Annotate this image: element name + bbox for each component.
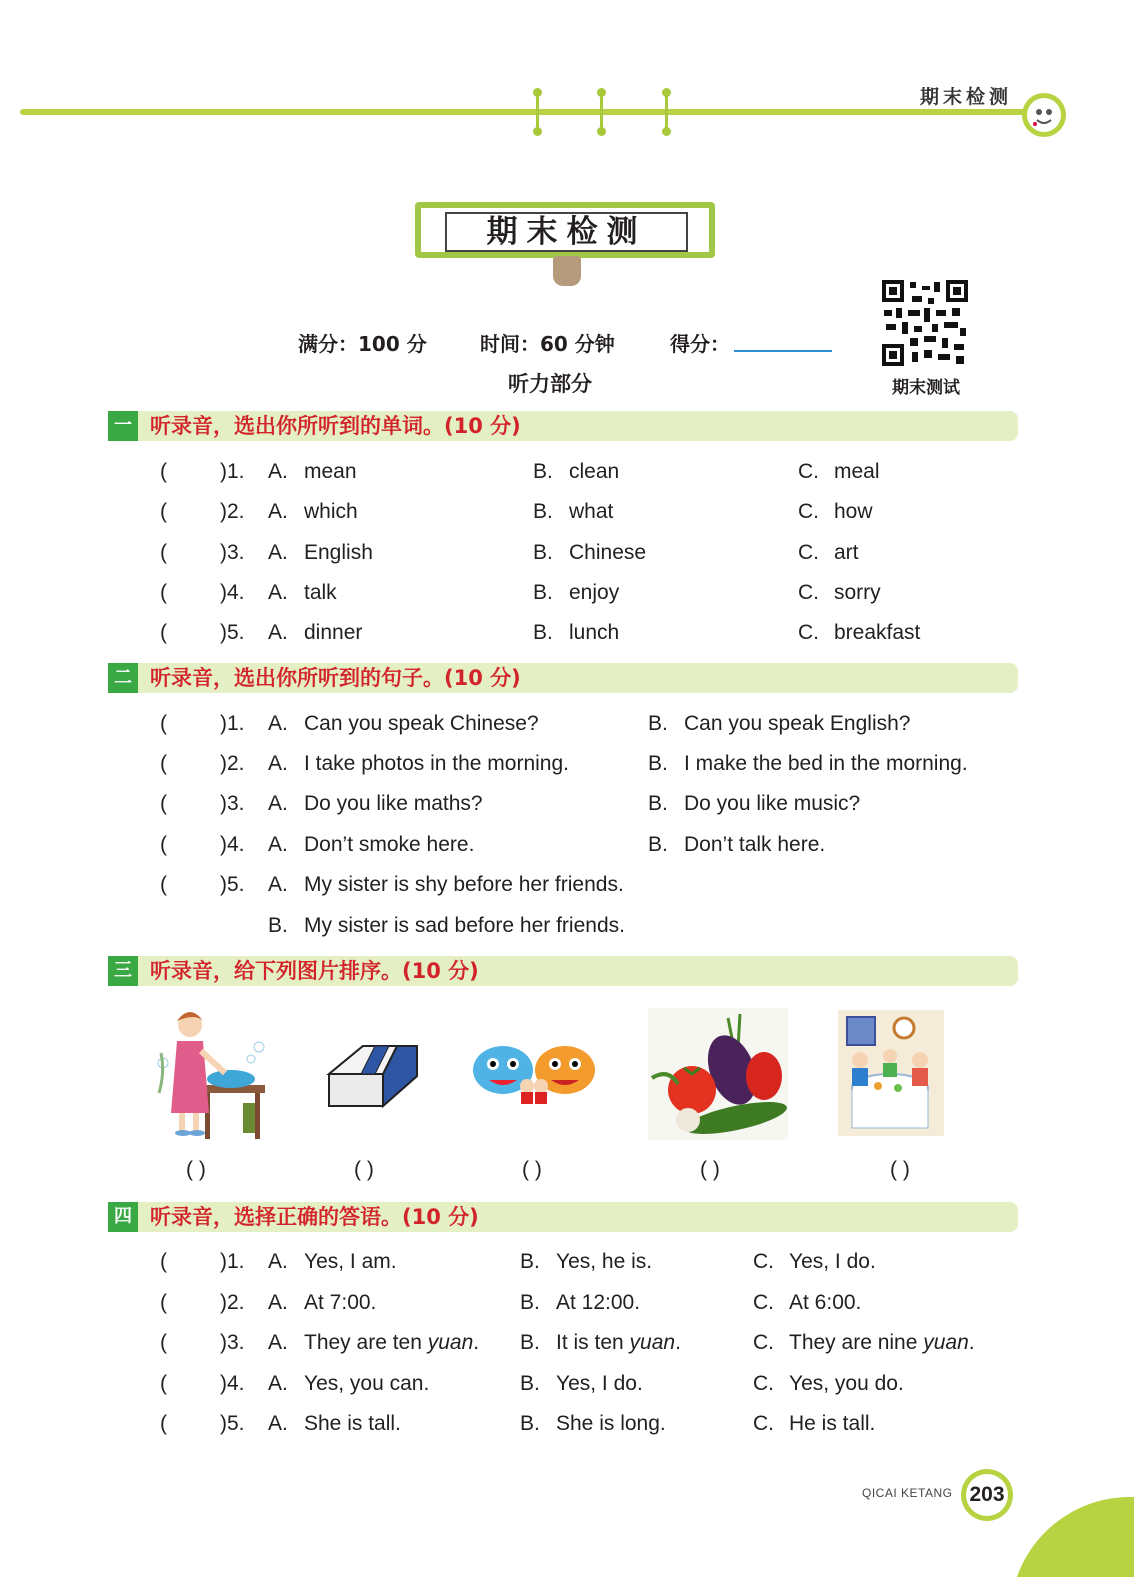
qr-code-icon[interactable] xyxy=(882,280,968,366)
binder-ring-icon xyxy=(597,88,606,136)
option-c: At 6:00. xyxy=(789,1291,862,1314)
question-number: )1. xyxy=(220,1250,245,1273)
option-a: Yes, I am. xyxy=(304,1250,397,1273)
option-b: My sister is sad before her friends. xyxy=(304,914,625,937)
answer-blank[interactable]: ( xyxy=(160,541,167,564)
section-title: 听录音，给下列图片排序。(10 分) xyxy=(150,959,479,983)
option-b: enjoy xyxy=(569,581,620,604)
option-b: It is ten xyxy=(556,1331,630,1354)
option-a: They are ten xyxy=(304,1331,428,1354)
option-b: Do you like music? xyxy=(684,792,861,815)
section-number: 二 xyxy=(108,663,138,693)
question-number: )2. xyxy=(220,1291,245,1314)
question-number: )1. xyxy=(220,460,245,483)
family-dinner-image xyxy=(838,1010,944,1136)
question-number: )3. xyxy=(220,541,245,564)
question-number: )4. xyxy=(220,581,245,604)
header-badge-icon xyxy=(1022,93,1066,137)
option-c: how xyxy=(834,500,873,523)
eraser-image xyxy=(323,1030,421,1112)
option-b: Chinese xyxy=(569,541,647,564)
section-number: 一 xyxy=(108,411,138,441)
score-label: 得分： xyxy=(670,332,730,356)
question-number: )5. xyxy=(220,1412,245,1435)
unit-yuan: yuan xyxy=(923,1331,969,1354)
answer-blank[interactable]: ( xyxy=(160,1331,167,1354)
unit-yuan: yuan xyxy=(427,1331,474,1354)
answer-blank[interactable]: ( xyxy=(160,581,167,604)
score-input-line[interactable] xyxy=(734,350,832,352)
option-a: At 7:00. xyxy=(304,1291,377,1314)
option-a: mean xyxy=(304,460,357,483)
corner-decoration xyxy=(1010,1497,1134,1577)
time-label: 时间：60 分钟 xyxy=(480,332,615,356)
footer-brand: QICAI KETANG xyxy=(862,1486,953,1500)
running-header-title: 期末检测 xyxy=(920,86,1013,108)
option-a: Yes, you can. xyxy=(304,1372,430,1395)
question-number: )3. xyxy=(220,792,245,815)
option-b: Don’t talk here. xyxy=(684,833,826,856)
section-title: 听录音，选出你所听到的单词。(10 分) xyxy=(150,414,521,438)
answer-blank[interactable]: ( xyxy=(160,752,167,775)
part-title: 听力部分 xyxy=(508,372,592,396)
answer-blank[interactable]: ( xyxy=(160,460,167,483)
option-c: Yes, I do. xyxy=(789,1250,876,1273)
answer-blank[interactable]: ( xyxy=(160,621,167,644)
option-c: breakfast xyxy=(834,621,921,644)
answer-blank[interactable]: ( xyxy=(160,792,167,815)
answer-blank[interactable]: ( xyxy=(160,1291,167,1314)
option-a: I take photos in the morning. xyxy=(304,752,569,775)
option-b: clean xyxy=(569,460,620,483)
option-a: which xyxy=(304,500,358,523)
qr-caption: 期末测试 xyxy=(892,378,960,398)
section-title: 听录音，选择正确的答语。(10 分) xyxy=(150,1205,479,1229)
question-number: )2. xyxy=(220,500,245,523)
section-number: 三 xyxy=(108,956,138,986)
binder-ring-icon xyxy=(533,88,542,136)
section-number: 四 xyxy=(108,1202,138,1232)
question-number: )2. xyxy=(220,752,245,775)
option-a: Don’t smoke here. xyxy=(304,833,475,856)
option-a: My sister is shy before her friends. xyxy=(304,873,624,896)
option-a: talk xyxy=(304,581,337,604)
option-b: Yes, he is. xyxy=(556,1250,653,1273)
answer-blank[interactable]: ( xyxy=(160,833,167,856)
option-b: At 12:00. xyxy=(556,1291,641,1314)
option-a: Can you speak Chinese? xyxy=(304,712,539,735)
option-c: sorry xyxy=(834,581,881,604)
answer-blank[interactable]: ( xyxy=(160,873,167,896)
binder-ring-icon xyxy=(662,88,671,136)
picture-order-blank[interactable]: ( ) xyxy=(354,1158,374,1181)
option-c: Yes, you do. xyxy=(789,1372,904,1395)
question-number: )3. xyxy=(220,1331,245,1354)
page-number: 203 xyxy=(966,1474,1008,1516)
picture-order-blank[interactable]: ( ) xyxy=(186,1158,206,1181)
full-score-label: 满分：100 分 xyxy=(298,332,427,356)
option-a: English xyxy=(304,541,373,564)
header-rule xyxy=(20,109,1030,115)
option-a: She is tall. xyxy=(304,1412,401,1435)
option-b: I make the bed in the morning. xyxy=(684,752,968,775)
question-number: )4. xyxy=(220,1372,245,1395)
section-title: 听录音，选出你所听到的句子。(10 分) xyxy=(150,666,521,690)
answer-blank[interactable]: ( xyxy=(160,500,167,523)
question-number: )5. xyxy=(220,873,245,896)
option-c: meal xyxy=(834,460,880,483)
question-number: )5. xyxy=(220,621,245,644)
question-number: )4. xyxy=(220,833,245,856)
option-c: art xyxy=(834,541,859,564)
option-b: She is long. xyxy=(556,1412,666,1435)
vegetables-image xyxy=(648,1008,788,1140)
option-b: what xyxy=(569,500,614,523)
option-b: Yes, I do. xyxy=(556,1372,643,1395)
woman-washing-image xyxy=(155,1003,273,1143)
answer-blank[interactable]: ( xyxy=(160,712,167,735)
question-number: )1. xyxy=(220,712,245,735)
picture-order-blank[interactable]: ( ) xyxy=(522,1158,542,1181)
option-b: lunch xyxy=(569,621,620,644)
option-c: They are nine xyxy=(789,1331,924,1354)
option-a: dinner xyxy=(304,621,363,644)
lion-dance-image xyxy=(469,1040,599,1106)
page-number-badge xyxy=(961,1469,1013,1521)
answer-blank[interactable]: ( xyxy=(160,1412,167,1435)
option-c: He is tall. xyxy=(789,1412,876,1435)
picture-order-blank[interactable]: ( ) xyxy=(890,1158,910,1181)
option-a: Do you like maths? xyxy=(304,792,483,815)
answer-blank[interactable]: ( xyxy=(160,1372,167,1395)
answer-blank[interactable]: ( xyxy=(160,1250,167,1273)
picture-order-blank[interactable]: ( ) xyxy=(700,1158,720,1181)
page-title: 期末检测 xyxy=(445,212,688,252)
unit-yuan: yuan xyxy=(629,1331,676,1354)
clip-icon xyxy=(553,256,581,286)
option-b: Can you speak English? xyxy=(684,712,911,735)
